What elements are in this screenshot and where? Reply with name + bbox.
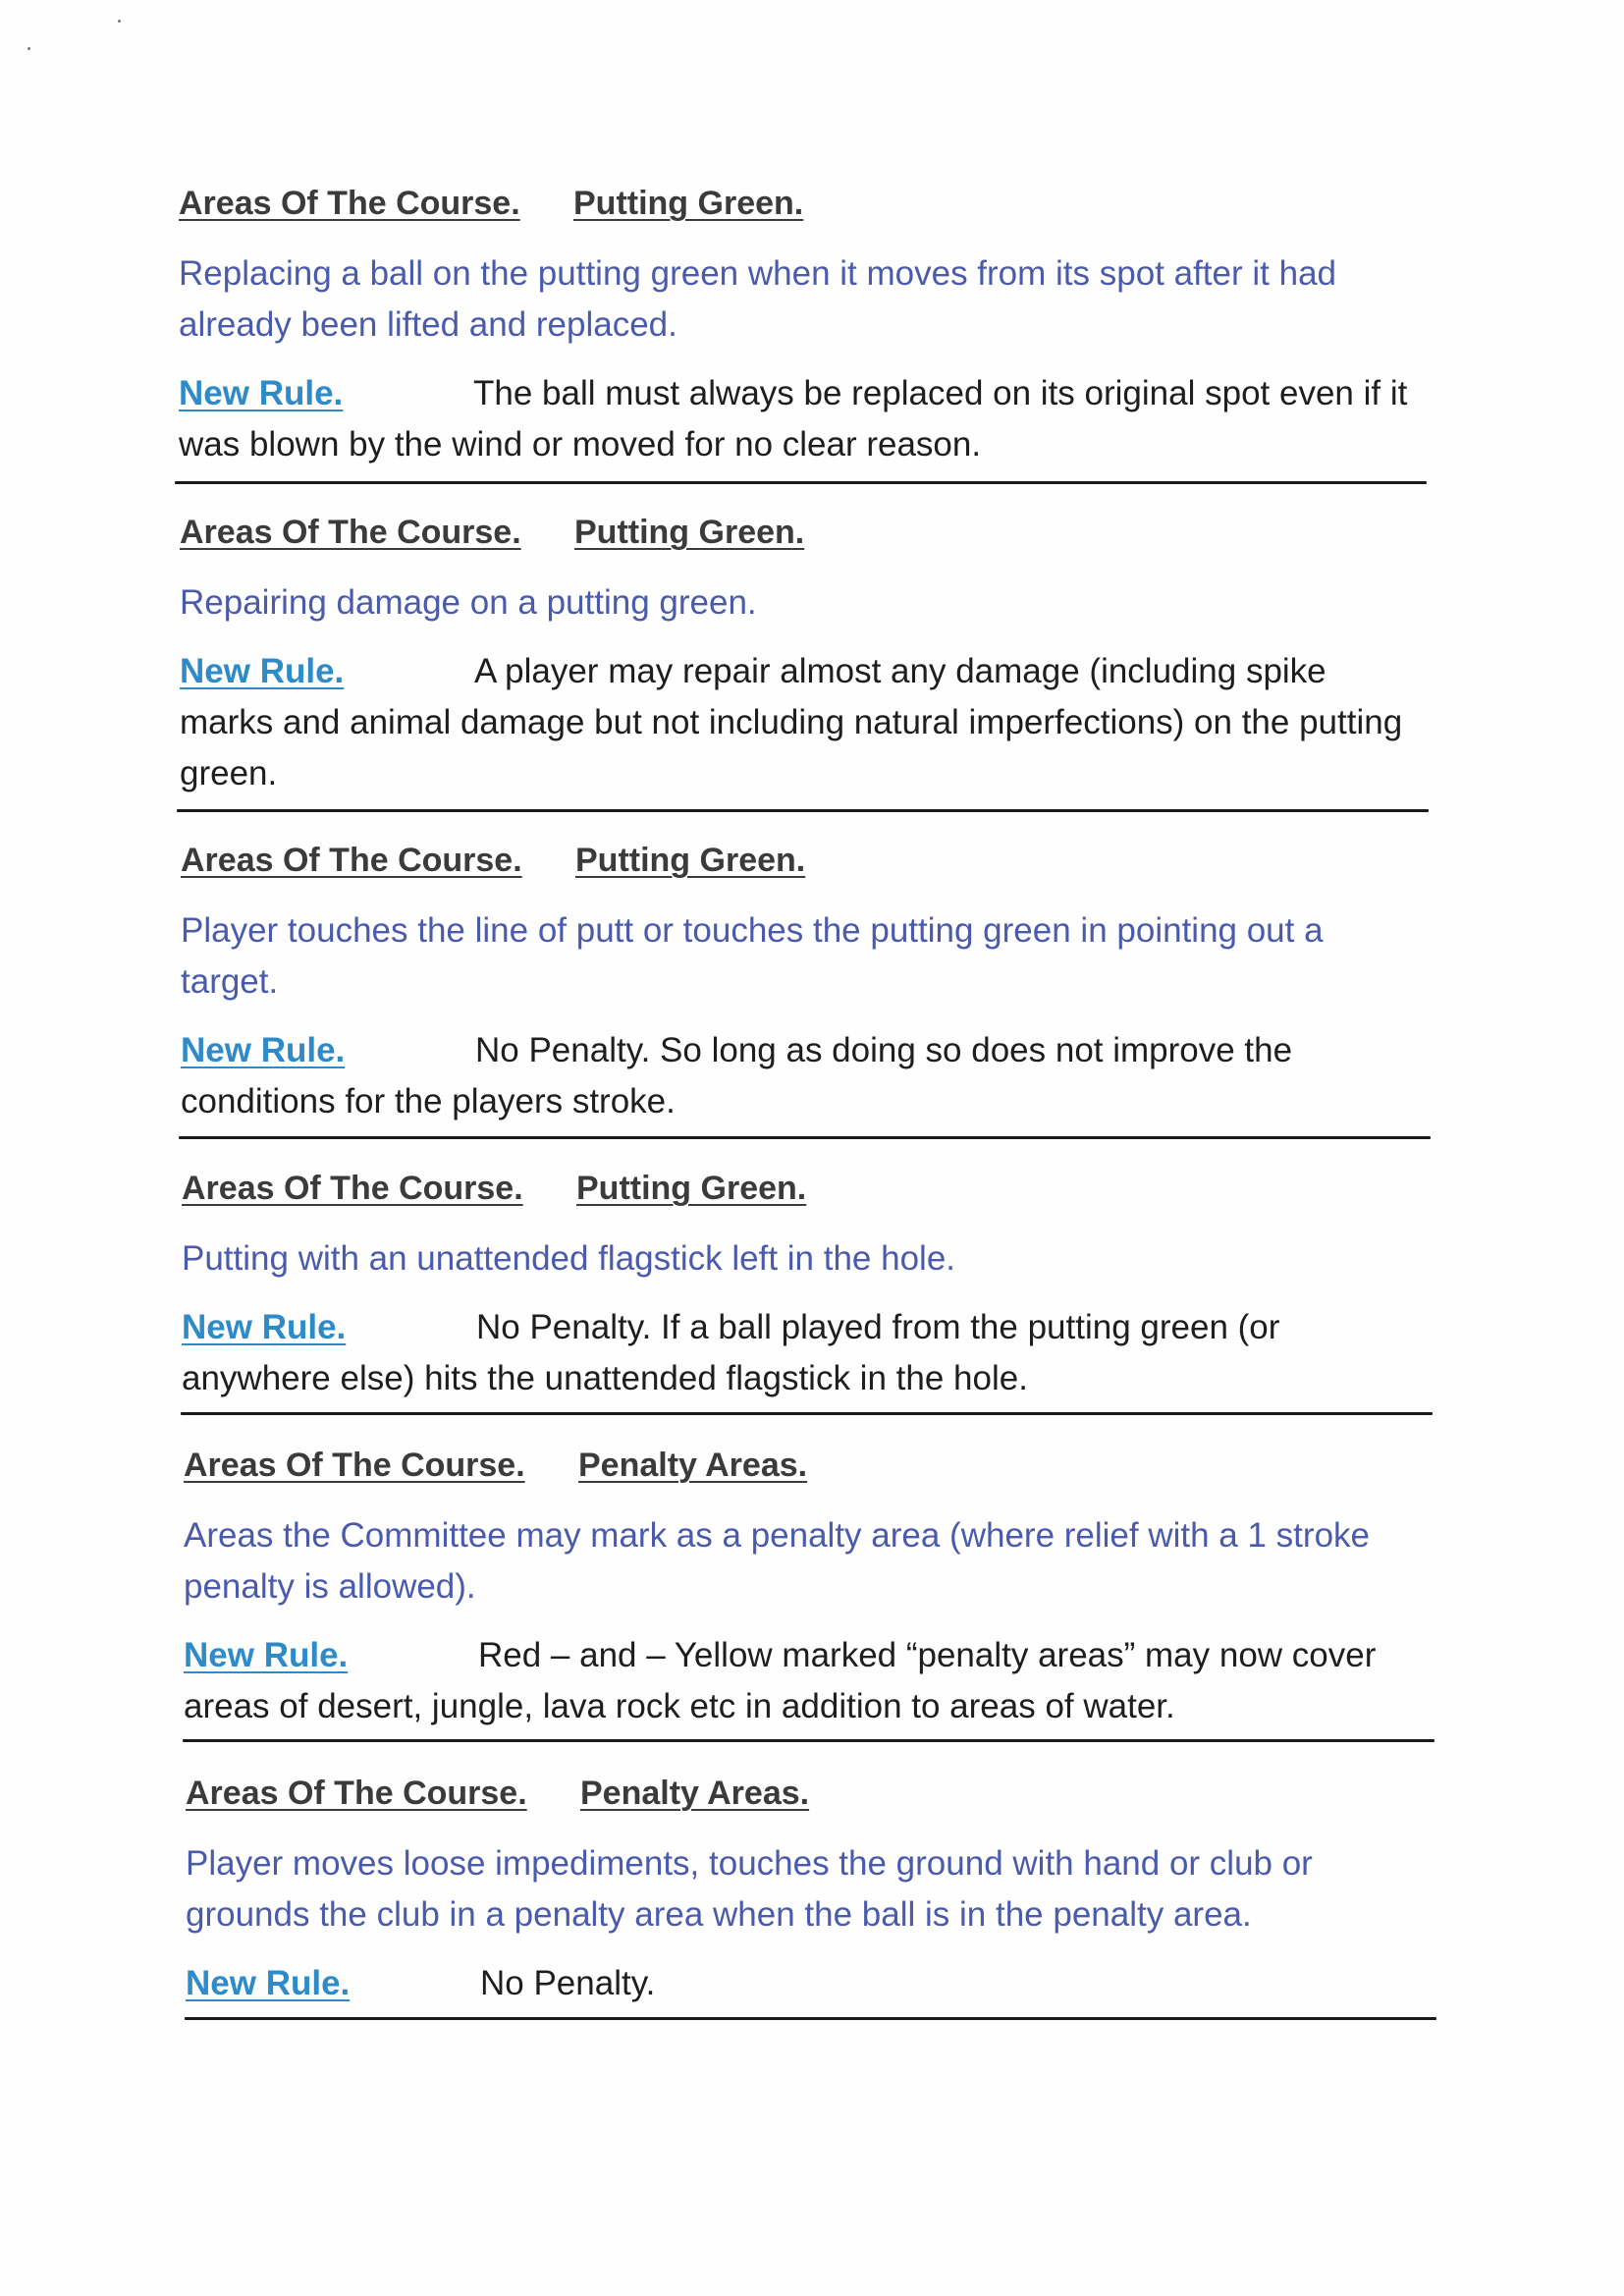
new-rule-paragraph [179, 368, 1421, 470]
new-rule-paragraph [186, 1958, 1428, 2009]
area-label: Areas Of The Course. [186, 1775, 527, 1812]
rule-entry [181, 837, 1433, 1127]
new-rule-label: New Rule. [186, 1964, 351, 2002]
new-rule-label: New Rule. [179, 374, 344, 412]
area-label: Areas Of The Course. [181, 842, 522, 879]
area-label: Areas Of The Course. [179, 185, 520, 222]
new-rule-paragraph [181, 1025, 1423, 1127]
sub-area-label: Putting Green. [573, 185, 804, 222]
entry-heading [184, 1442, 1435, 1489]
new-rule-paragraph [182, 1302, 1424, 1404]
sub-area-label: Penalty Areas. [578, 1447, 808, 1484]
rule-entry [179, 180, 1431, 470]
entry-heading [182, 1165, 1434, 1212]
scan-speck [118, 20, 121, 23]
section-divider [177, 809, 1429, 812]
new-rule-text: The ball must always be replaced on its original spot even if it was blown by the wind or moved for no clear reason. [179, 374, 1408, 464]
sub-area-label: Putting Green. [574, 514, 805, 551]
new-rule-label: New Rule. [182, 1308, 347, 1346]
entry-heading [180, 509, 1432, 556]
rule-entry [184, 1442, 1435, 1732]
entry-heading [186, 1770, 1437, 1817]
new-rule-text: No Penalty. So long as doing so does not improve the conditions for the players stroke. [181, 1031, 1293, 1121]
situation-text: Player touches the line of putt or touches the putting green in pointing out a target. [181, 911, 1324, 1001]
new-rule-paragraph [180, 646, 1422, 799]
entry-heading [179, 180, 1431, 227]
sub-area-label: Putting Green. [575, 842, 806, 879]
area-label: Areas Of The Course. [184, 1447, 525, 1484]
new-rule-label: New Rule. [180, 652, 345, 690]
area-label: Areas Of The Course. [180, 514, 521, 551]
situation-text: Areas the Committee may mark as a penalty area (where relief with a 1 stroke penalty is allowed). [184, 1516, 1370, 1606]
new-rule-text: No Penalty. If a ball played from the putting green (or anywhere else) hits the unattended flagstick in the hole. [182, 1308, 1280, 1397]
sub-area-label: Penalty Areas. [580, 1775, 810, 1812]
section-divider [183, 1739, 1435, 1742]
rule-entry [180, 509, 1432, 799]
section-divider [185, 2017, 1436, 2020]
new-rule-label: New Rule. [184, 1636, 349, 1674]
section-divider [179, 1136, 1431, 1139]
situation-text: Player moves loose impediments, touches the ground with hand or club or grounds the club in a penalty area when the ball is in the penalty area. [186, 1844, 1313, 1934]
new-rule-paragraph [184, 1630, 1426, 1732]
situation-text: Repairing damage on a putting green. [180, 583, 757, 622]
rule-entry [186, 1770, 1437, 2009]
new-rule-text: Red – and – Yellow marked “penalty areas” may now cover areas of desert, jungle, lava rock etc in addition to areas of water. [184, 1636, 1377, 1725]
section-divider [175, 481, 1427, 484]
entry-heading [181, 837, 1433, 884]
section-divider [181, 1412, 1433, 1415]
new-rule-text: A player may repair almost any damage (including spike marks and animal damage but not including natural imperfections) on the putting green. [180, 652, 1403, 793]
situation-text: Replacing a ball on the putting green when it moves from its spot after it had already been lifted and replaced. [179, 254, 1336, 344]
new-rule-text: No Penalty. [480, 1964, 656, 2002]
scan-speck [27, 47, 30, 50]
area-label: Areas Of The Course. [182, 1170, 523, 1207]
rule-entry [182, 1165, 1434, 1404]
new-rule-label: New Rule. [181, 1031, 346, 1069]
situation-text: Putting with an unattended flagstick left in the hole. [182, 1239, 956, 1278]
sub-area-label: Putting Green. [576, 1170, 807, 1207]
